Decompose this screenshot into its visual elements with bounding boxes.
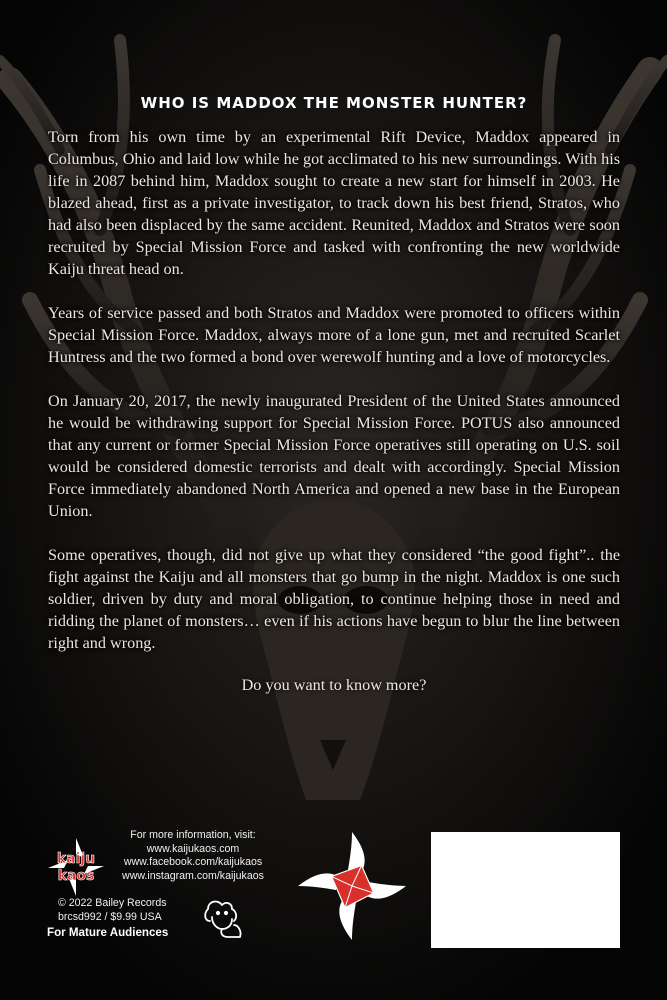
paragraph-service: Years of service passed and both Stratos and Maddox were promoted to officers within Special Mission Force. Maddox, always more of a lone gun, met and recruited Scarlet Huntress and the two formed a bond over werewolf hunting and a love of motorcycles. [48,304,620,366]
website-link[interactable]: www.kaijukaos.com [146,842,240,855]
shuriken-logo-icon [296,830,408,942]
barcode-placeholder [431,832,620,948]
info-block [108,829,278,883]
paragraph-origin: Torn from his own time by an experimental Rift Device, Maddox appeared in Columbus, Ohio and laid low while he got acclimated to his new surroundings. With his life in 2087 behind him, Maddox sought to create a new start for himself in 2003. He blazed ahead, first as a private investigator, to track down his best friend, Stratos, who had also been displaced by the same accident. Reunited, Maddox and Stratos were soon recruited by Special Mission Force and tasked with confronting the new worldwide Kaiju threat head on. [48,128,620,278]
copyright-text: © 2022 Bailey Records [58,897,167,909]
blurb-section [48,94,620,695]
facebook-link[interactable]: www.facebook.com/kaijukaos [123,856,263,868]
svg-text:kaiju: kaiju [56,851,96,867]
dog-icon [198,895,246,941]
copyright-block [58,897,188,924]
kaijukaos-logo-icon [46,836,106,898]
page-title: WHO IS MADDOX THE MONSTER HUNTER? [140,94,528,112]
paragraph-good-fight: Some operatives, though, did not give up what they considered “the good fight”.. the fight against the Kaiju and all monsters that go bump in the night. Maddox is one such soldier, driven by duty and moral obligation, to continue helping those in need and ridding the planet of monsters… even if his actions have begun to blur the line between right and wrong. [48,546,620,652]
instagram-link[interactable]: www.instagram.com/kaijukaos [122,869,264,882]
info-label: For more information, visit: [130,829,256,841]
rating-label: For Mature Audiences [47,926,169,939]
svg-text:kaos: kaos [57,868,95,884]
paragraph-potus: On January 20, 2017, the newly inaugurated President of the United States announced he would be withdrawing support for Special Mission Force. POTUS also announced that any current or former Special Mission Force operatives still operating on U.S. soil would be considered domestic terrorists and dealt with accordingly. Special Mission Force immediately abandoned North America and opened a new base in the European Union. [48,392,620,520]
closing-question: Do you want to know more? [241,676,427,694]
catalog-number: brcsd992 / $9.99 USA [58,910,162,923]
